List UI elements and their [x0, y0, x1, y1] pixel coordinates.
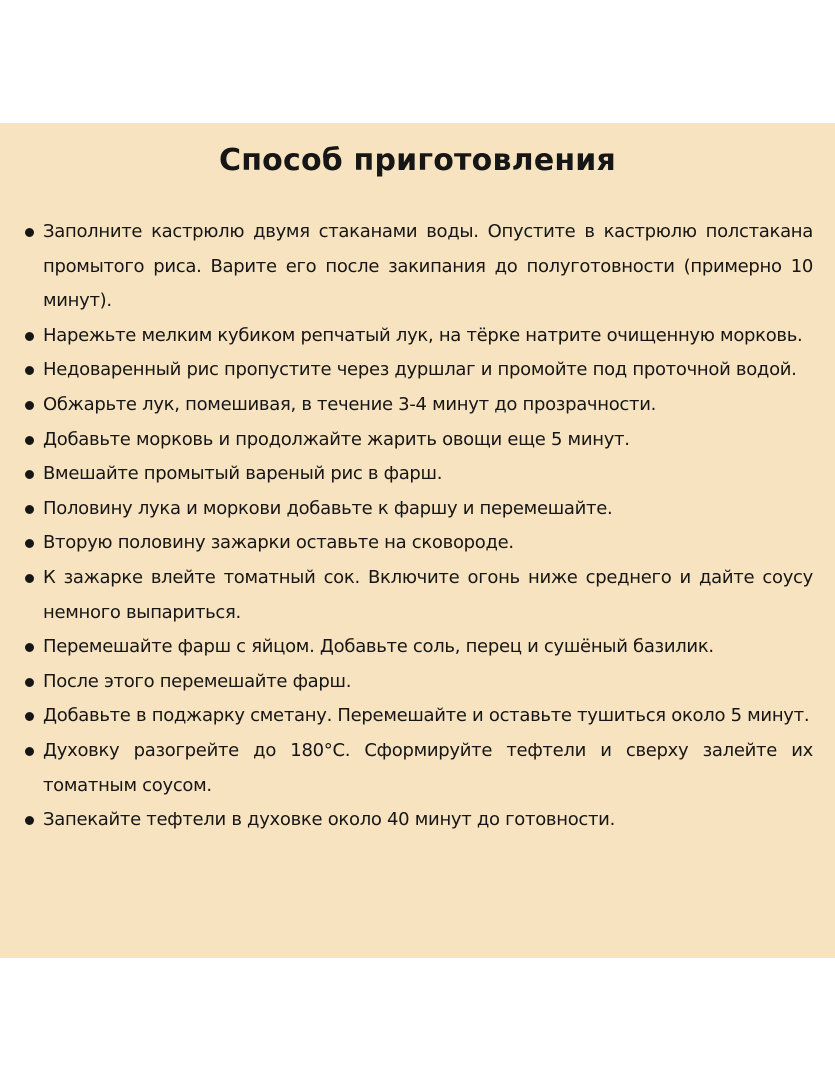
bullet-icon — [25, 401, 34, 410]
bullet-icon — [25, 470, 34, 479]
list-item — [22, 388, 813, 423]
step-text: Заполните кастрюлю двумя стаканами воды. Опустите в кастрюлю полстакана промытого риса. Варите его после закипания до полуготовности (примерно 10 минут). — [43, 221, 813, 312]
steps-list — [22, 215, 813, 838]
bullet-icon — [25, 712, 34, 721]
list-item — [22, 699, 813, 734]
bullet-icon — [25, 366, 34, 375]
step-text: Обжарьте лук, помешивая, в течение 3-4 минут до прозрачности. — [43, 393, 657, 415]
list-item — [22, 803, 813, 838]
step-text: Вмешайте промытый вареный рис в фарш. — [43, 463, 443, 485]
list-item — [22, 215, 813, 319]
list-item — [22, 319, 813, 354]
list-item — [22, 561, 813, 630]
step-text: Половину лука и моркови добавьте к фаршу и перемешайте. — [43, 497, 613, 519]
step-text: Перемешайте фарш с яйцом. Добавьте соль, перец и сушёный базилик. — [43, 636, 714, 658]
bullet-icon — [25, 332, 34, 341]
bullet-icon — [25, 816, 34, 825]
list-item — [22, 353, 813, 388]
list-item — [22, 630, 813, 665]
bullet-icon — [25, 574, 34, 583]
step-text: Добавьте в поджарку сметану. Перемешайте и оставьте тушиться около 5 минут. — [43, 705, 810, 727]
step-text: Нарежьте мелким кубиком репчатый лук, на тёрке натрите очищенную морковь. — [43, 324, 803, 346]
bullet-icon — [25, 678, 34, 687]
step-text: Вторую половину зажарки оставьте на сковороде. — [43, 532, 514, 554]
bullet-icon — [25, 643, 34, 652]
page-title: Способ приготовления — [219, 143, 616, 178]
list-item — [22, 423, 813, 458]
bullet-icon — [25, 539, 34, 548]
bullet-icon — [25, 228, 34, 237]
step-text: К зажарке влейте томатный сок. Включите огонь ниже среднего и дайте соусу немного выпариться. — [43, 566, 813, 623]
bullet-icon — [25, 747, 34, 756]
step-text: Недоваренный рис пропустите через дуршлаг и промойте под проточной водой. — [43, 359, 797, 381]
step-text: После этого перемешайте фарш. — [43, 670, 352, 692]
recipe-card — [0, 123, 835, 958]
step-text: Запекайте тефтели в духовке около 40 минут до готовности. — [43, 809, 616, 831]
bullet-icon — [25, 436, 34, 445]
list-item — [22, 734, 813, 803]
list-item — [22, 457, 813, 492]
list-item — [22, 526, 813, 561]
list-item — [22, 492, 813, 527]
step-text: Добавьте морковь и продолжайте жарить овощи еще 5 минут. — [43, 428, 630, 450]
bullet-icon — [25, 505, 34, 514]
step-text: Духовку разогрейте до 180°С. Сформируйте тефтели и сверху залейте их томатным соусом. — [43, 739, 813, 796]
list-item — [22, 665, 813, 700]
